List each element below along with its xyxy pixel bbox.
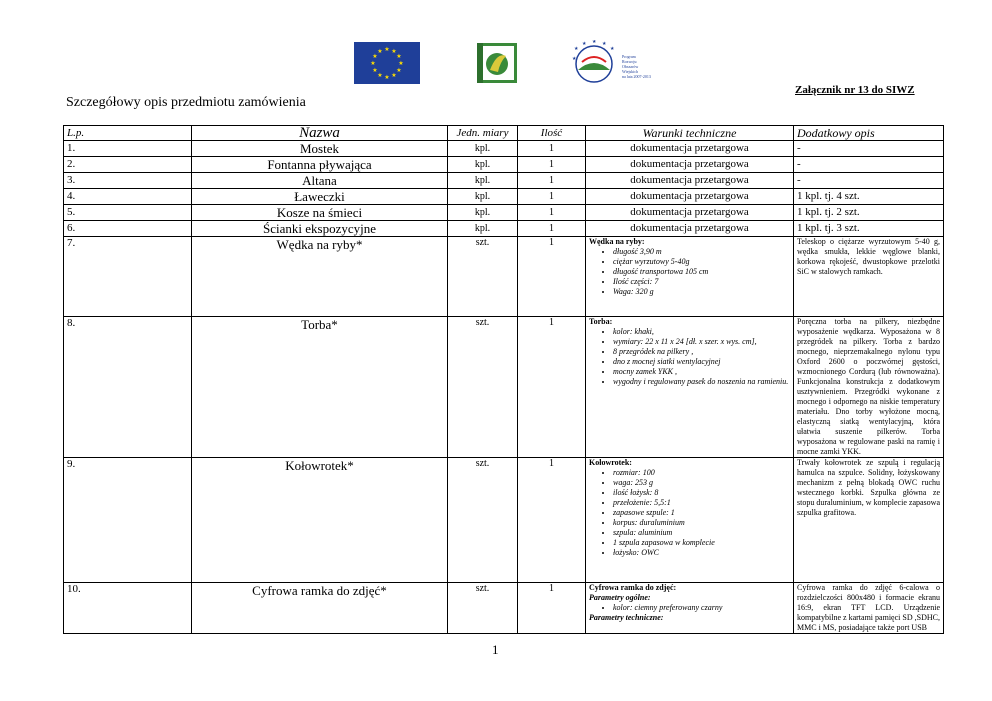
cell-qty: 1: [518, 317, 586, 458]
list-item: • wygodny i regulowany pasek do noszenia na ramieniu.: [613, 377, 790, 387]
list-item: • długość 3,90 m: [613, 247, 790, 257]
cell-extra: 1 kpl. tj. 4 szt.: [794, 189, 944, 205]
cell-extra: Trwały kołowrotek ze szpulą i regulacją hamulca na szpulce. Solidny, łożyskowany mechanizm z pełną blokadą OWC ruchu wstecznego korbki. Szpulka główna ze stopu duraluminium, w komplecie zapasowa szpulka grafitowa.: [794, 458, 944, 583]
cell-unit: kpl.: [448, 173, 518, 189]
table-row: [64, 458, 944, 583]
cell-name: Mostek: [192, 141, 448, 157]
list-item: • Waga: 320 g: [613, 287, 790, 297]
cell-unit: szt.: [448, 458, 518, 583]
cell-conditions: dokumentacja przetargowa: [586, 157, 794, 173]
header-qty: Ilość: [518, 126, 586, 141]
cell-extra: Poręczna torba na pilkery, niezbędne wyposażenie wędkarza. Wyposażona w 8 przegródek na pilkery. Torba z bardzo mocnego, nieprzemakalnego nylonu typu Oxford 2600 o poczwórnej gęstości, wzmocnionego Cordurą (lub równoważna). Funkcjonalna konstrukcja z dodatkowym usztywnieniem. Przegródki wykonane z mocnego i odpornego na niskie temperatury materiału. Dno torby wyłożone mocną, elastyczną siatką wentylacyjną, która ułatwia suszenie pilkerów. Torba wyposażona w regulowane paski na ramię i mocne zamki YKK.: [794, 317, 944, 458]
cell-qty: 1: [518, 237, 586, 317]
cell-name: Cyfrowa ramka do zdjęć*: [192, 583, 448, 634]
specification-table: [63, 125, 944, 634]
list-item: • przełożenie: 5,5:1: [613, 498, 790, 508]
cell-extra: Cyfrowa ramka do zdjęć 6-calowa o rozdzielczości 800x480 i formacie ekranu 16:9, ekran TFT LCD. Urządzenie kompatybilne z kartami pamięci SD ,SDHC, MMC i MS, posiadające także port USB: [794, 583, 944, 634]
svg-text:★: ★: [384, 74, 390, 81]
list-item: • kolor: khaki,: [613, 327, 790, 337]
svg-text:★: ★: [372, 67, 378, 74]
cell-qty: 1: [518, 173, 586, 189]
feature-list: [589, 247, 790, 297]
list-item: • 1 szpula zapasowa w komplecie: [613, 538, 790, 548]
cell-unit: kpl.: [448, 141, 518, 157]
eu-flag-logo: [354, 42, 420, 84]
cell-lp: 3.: [64, 173, 192, 189]
cell-conditions: dokumentacja przetargowa: [586, 221, 794, 237]
list-item: • szpula: aluminium: [613, 528, 790, 538]
feature-list: [589, 468, 790, 558]
cell-name: Ławeczki: [192, 189, 448, 205]
table-row: [64, 317, 944, 458]
svg-text:★: ★: [391, 48, 397, 55]
cell-name: Fontanna pływająca: [192, 157, 448, 173]
conditions-subheading: Parametry techniczne:: [589, 613, 664, 622]
cell-qty: 1: [518, 583, 586, 634]
cell-conditions: dokumentacja przetargowa: [586, 141, 794, 157]
svg-text:★: ★: [377, 72, 383, 79]
table-header-row: [64, 126, 944, 141]
svg-text:★: ★: [572, 56, 577, 62]
svg-text:★: ★: [582, 41, 587, 47]
cell-extra: 1 kpl. tj. 3 szt.: [794, 221, 944, 237]
table-row: [64, 141, 944, 157]
cell-unit: szt.: [448, 237, 518, 317]
svg-text:★: ★: [372, 53, 378, 60]
cell-conditions: [586, 458, 794, 583]
header-lp: L.p.: [64, 126, 192, 141]
cell-name: Ścianki ekspozycyjne: [192, 221, 448, 237]
list-item: • kolor: ciemny preferowany czarny: [613, 603, 790, 613]
svg-text:★: ★: [398, 60, 404, 67]
table-row: [64, 221, 944, 237]
svg-text:★: ★: [610, 46, 615, 52]
list-item: • 8 przegródek na pilkery ,: [613, 347, 790, 357]
list-item: • ilość łożysk: 8: [613, 488, 790, 498]
table-row: [64, 237, 944, 317]
cell-lp: 2.: [64, 157, 192, 173]
conditions-subheading: Parametry ogólne:: [589, 593, 651, 602]
conditions-title: Kołowrotek:: [589, 458, 632, 467]
list-item: • waga: 253 g: [613, 478, 790, 488]
cell-unit: kpl.: [448, 157, 518, 173]
list-item: • zapasowe szpule: 1: [613, 508, 790, 518]
list-item: • wymiary: 22 x 11 x 24 [dł. x szer. x wys. cm],: [613, 337, 790, 347]
cell-qty: 1: [518, 141, 586, 157]
table-row: [64, 173, 944, 189]
cell-unit: kpl.: [448, 205, 518, 221]
list-item: • długość transportowa 105 cm: [613, 267, 790, 277]
header-name: Nazwa: [192, 126, 448, 141]
page-number: 1: [492, 642, 499, 657]
feature-list: [589, 327, 790, 387]
list-item: • ciężar wyrzutowy 5-40g: [613, 257, 790, 267]
list-item: • korpus: duraluminium: [613, 518, 790, 528]
cell-extra: -: [794, 173, 944, 189]
cell-name: Wędka na ryby*: [192, 237, 448, 317]
svg-text:★: ★: [391, 72, 397, 79]
list-item: • mocny zamek YKK ,: [613, 367, 790, 377]
svg-text:★: ★: [377, 48, 383, 55]
cell-qty: 1: [518, 205, 586, 221]
cell-lp: 5.: [64, 205, 192, 221]
svg-text:★: ★: [574, 46, 579, 52]
cell-conditions: [586, 237, 794, 317]
table-row: [64, 189, 944, 205]
cell-name: Torba*: [192, 317, 448, 458]
table-row: [64, 157, 944, 173]
cell-qty: 1: [518, 157, 586, 173]
cell-extra: -: [794, 157, 944, 173]
svg-text:★: ★: [396, 67, 402, 74]
cell-extra: 1 kpl. tj. 2 szt.: [794, 205, 944, 221]
leader-logo: [476, 42, 518, 84]
cell-unit: szt.: [448, 583, 518, 634]
conditions-title: Wędka na ryby:: [589, 237, 645, 246]
cell-qty: 1: [518, 189, 586, 205]
header-unit: Jedn. miary: [448, 126, 518, 141]
cell-extra: Teleskop o ciężarze wyrzutowym 5-40 g, wędka smukła, lekkie węglowe blanki, korkowa rękojeść, dwustopkowe przelotki SiC w stalowych ramkach.: [794, 237, 944, 317]
list-item: • Ilość części: 7: [613, 277, 790, 287]
cell-lp: 9.: [64, 458, 192, 583]
cell-lp: 1.: [64, 141, 192, 157]
conditions-title: Torba:: [589, 317, 613, 326]
cell-lp: 8.: [64, 317, 192, 458]
annex-label: Załącznik nr 13 do SIWZ: [795, 84, 915, 96]
list-item: • łożysko: OWC: [613, 548, 790, 558]
prow-logo-text: Program Rozwoju Obszarów Wiejskich na lata 2007-2013: [622, 54, 651, 79]
cell-name: Kołowrotek*: [192, 458, 448, 583]
table-row: [64, 205, 944, 221]
cell-name: Kosze na śmieci: [192, 205, 448, 221]
cell-conditions: dokumentacja przetargowa: [586, 173, 794, 189]
cell-lp: 6.: [64, 221, 192, 237]
cell-unit: kpl.: [448, 221, 518, 237]
list-item: • dno z mocnej siatki wentylacyjnej: [613, 357, 790, 367]
cell-lp: 7.: [64, 237, 192, 317]
table-row: [64, 583, 944, 634]
cell-conditions: [586, 583, 794, 634]
svg-text:★: ★: [396, 53, 402, 60]
conditions-title: Cyfrowa ramka do zdjęć:: [589, 583, 677, 592]
cell-qty: 1: [518, 458, 586, 583]
cell-extra: -: [794, 141, 944, 157]
feature-list: [589, 603, 790, 613]
document-title: Szczegółowy opis przedmiotu zamówienia: [66, 95, 306, 110]
cell-conditions: [586, 317, 794, 458]
cell-lp: 10.: [64, 583, 192, 634]
header-conditions: Warunki techniczne: [586, 126, 794, 141]
cell-lp: 4.: [64, 189, 192, 205]
cell-unit: szt.: [448, 317, 518, 458]
svg-text:★: ★: [592, 40, 597, 45]
cell-unit: kpl.: [448, 189, 518, 205]
list-item: • rozmiar: 100: [613, 468, 790, 478]
svg-text:★: ★: [370, 60, 376, 67]
cell-conditions: dokumentacja przetargowa: [586, 205, 794, 221]
svg-text:★: ★: [602, 41, 607, 47]
header-extra: Dodatkowy opis: [794, 126, 944, 141]
cell-conditions: dokumentacja przetargowa: [586, 189, 794, 205]
cell-qty: 1: [518, 221, 586, 237]
svg-text:★: ★: [384, 46, 390, 53]
cell-name: Altana: [192, 173, 448, 189]
